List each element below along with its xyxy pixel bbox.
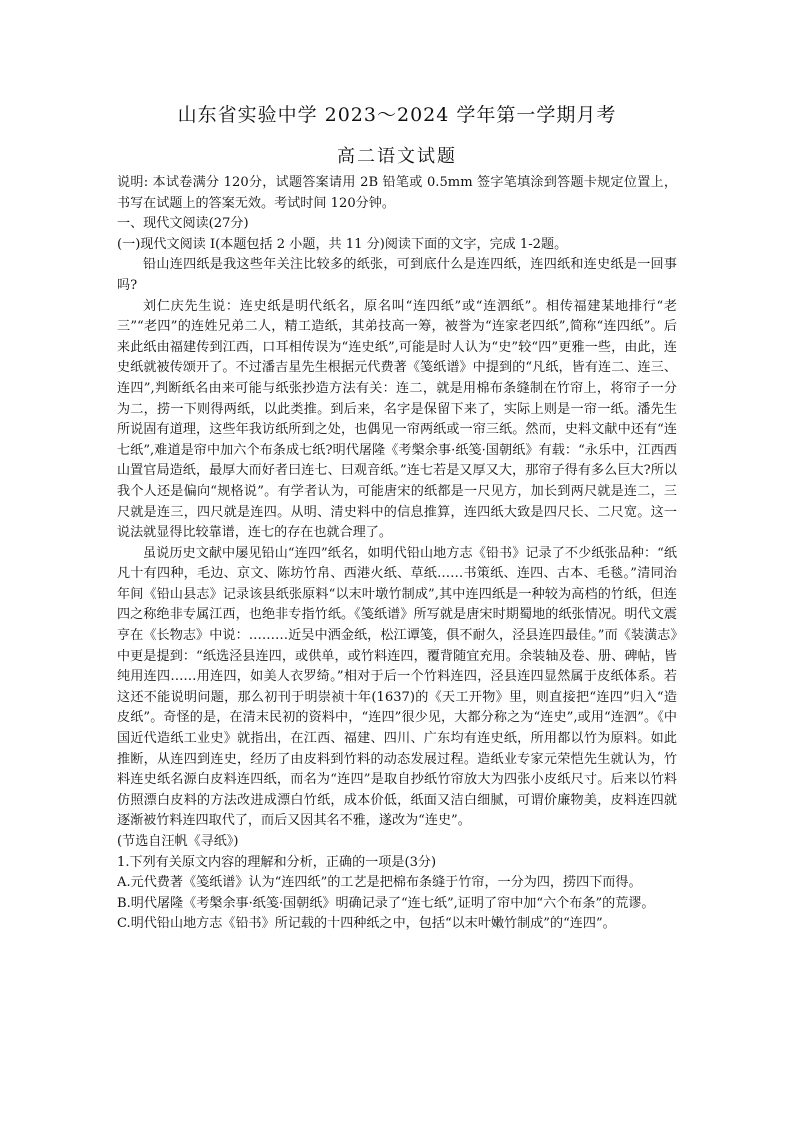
passage-source: (节选自汪帆《寻纸》): [117, 834, 239, 849]
option-b: B.明代屠隆《考槃余事·纸笺·国朝纸》明确记录了“连七纸”,证明了帘中加“六个布条”的荒谬。: [117, 895, 655, 911]
passage-paragraph-3: 虽说历史文献中屡见铅山“连四”纸名，如明代铅山地方志《铅书》记录了不少纸张品种：“纸凡十有四种，毛边、京文、陈坊竹帛、西港火纸、草纸……书策纸、连四、古本、毛毯。”清同治年间《铅山县志》记录该县纸张原料“以末叶墩竹制成”,其中连四纸是一种较为高档的竹纸，但连四之称绝非专属江西，也绝非专指竹纸。《笺纸谱》所写就是唐宋时期蜀地的纸张情况。明代文震亨在《长物志》中说：………近吴中洒金纸，松江谭笺，俱不耐久，泾县连四最佳。”而《装潢志》中更是提到：“纸选泾县连四，或供单，或竹料连四，覆背随宜充用。余装轴及卷、册、碑帖，皆纯用连四……用连四，如美人衣罗绮。”相对于后一个竹料连四，泾县连四显然属于皮纸体系。若这还不能说明问题，那么初刊于明崇祯十年(1637)的《天工开物》里，则直接把“连四”归入“造皮纸”。奇怪的是，在清末民初的资料中，“连四”很少见，大都分称之为“连史”,或用“连泗”。《中国近代造纸工业史》就指出，在江西、福建、四川、广东均有连史纸，所用都以竹为原料。如此推断，从连四到连史，经历了由皮料到竹料的动态发展过程。造纸业专家元荣恺先生就认为，竹料连史纸名源白皮料连四纸，而名为“连四”是取自抄纸竹帘放大为四张小皮纸尺寸。后来以竹料仿照漂白皮料的方法改进成漂白竹纸，成本价低，纸面又洁白细腻，可谓价廉物美，皮料连四就逐渐被竹料连四取代了，而后又因其名不雅，遂改为“连史”。: [117, 545, 677, 829]
subsection-heading: (一)现代文阅读 I(本题包括 2 小题，共 11 分)阅读下面的文字，完成 1-2题。: [117, 236, 568, 252]
option-c: C.明代铅山地方志《铅书》所记载的十四种纸之中，包括“以末叶嫩竹制成”的“连四”。: [117, 916, 616, 932]
exam-title: 山东省实验中学 2023～2024 学年第一学期月考: [177, 104, 617, 126]
instructions: 说明: 本试卷满分 120分，试题答案请用 2B 铅笔或 0.5mm 签字笔填涂到答题卡规定位置上，书写在试题上的答案无效。考试时间 120分钟。: [117, 175, 677, 211]
exam-subtitle: 高二语文试题: [337, 146, 457, 167]
exam-page: [117, 100, 677, 935]
section-heading: 一、现代文阅读(27分): [117, 216, 249, 232]
question-stem: 1.下列有关原文内容的理解和分析，正确的一项是(3分): [117, 854, 437, 870]
passage-paragraph-1: 铅山连四纸是我这些年关注比较多的纸张，可到底什么是连四纸，连四纸和连史纸是一回事吗?: [117, 257, 677, 293]
exam-body: [117, 173, 677, 935]
option-a: A.元代费著《笺纸谱》认为“连四纸”的工艺是把棉布条缝于竹帘，一分为四，捞四下而得。: [117, 875, 642, 891]
passage-paragraph-2: 刘仁庆先生说：连史纸是明代纸名，原名叫“连四纸”或“连泗纸”。相传福建某地排行“老三”“老四”的连姓兄弟二人，精工造纸，其弟技高一筹，被誉为“连家老四纸”,简称“连四纸”。后来此纸由福建传到江西，口耳相传误为“连史纸”,可能是时人认为“史”较“四”更雅一些，由此，连史纸就被传颂开了。不过潘吉星先生根据元代费著《笺纸谱》中提到的“凡纸，皆有连二、连三、连四”,判断纸名由来可能与纸张抄造方法有关：连二，就是用棉布条缝制在竹帘上，将帘子一分为二，捞一下则得两纸，以此类推。到后来，名字是保留下来了，实际上则是一帘一纸。潘先生所说固有道理，这些年我访纸所到之处，也偶见一帘两纸或一帘三纸。然而，史料文献中还有“连七纸”,难道是帘中加六个布条成七纸?明代屠隆《考槃余事·纸笺·国朝纸》有载：“永乐中，江西西山置官局造纸，最厚大而好者曰连七、曰观音纸。”连七若是又厚又大，那帘子得有多么巨大?所以我个人还是偏向“规格说”。有学者认为，可能唐宋的纸都是一尺见方，加长到两尺就是连二，三尺就是连三，四尺就是连四。从明、清史料中的信息推算，连四纸大致是四尺长、二尺宽。这一说法就显得比较靠谱，连七的存在也就合理了。: [117, 298, 677, 541]
